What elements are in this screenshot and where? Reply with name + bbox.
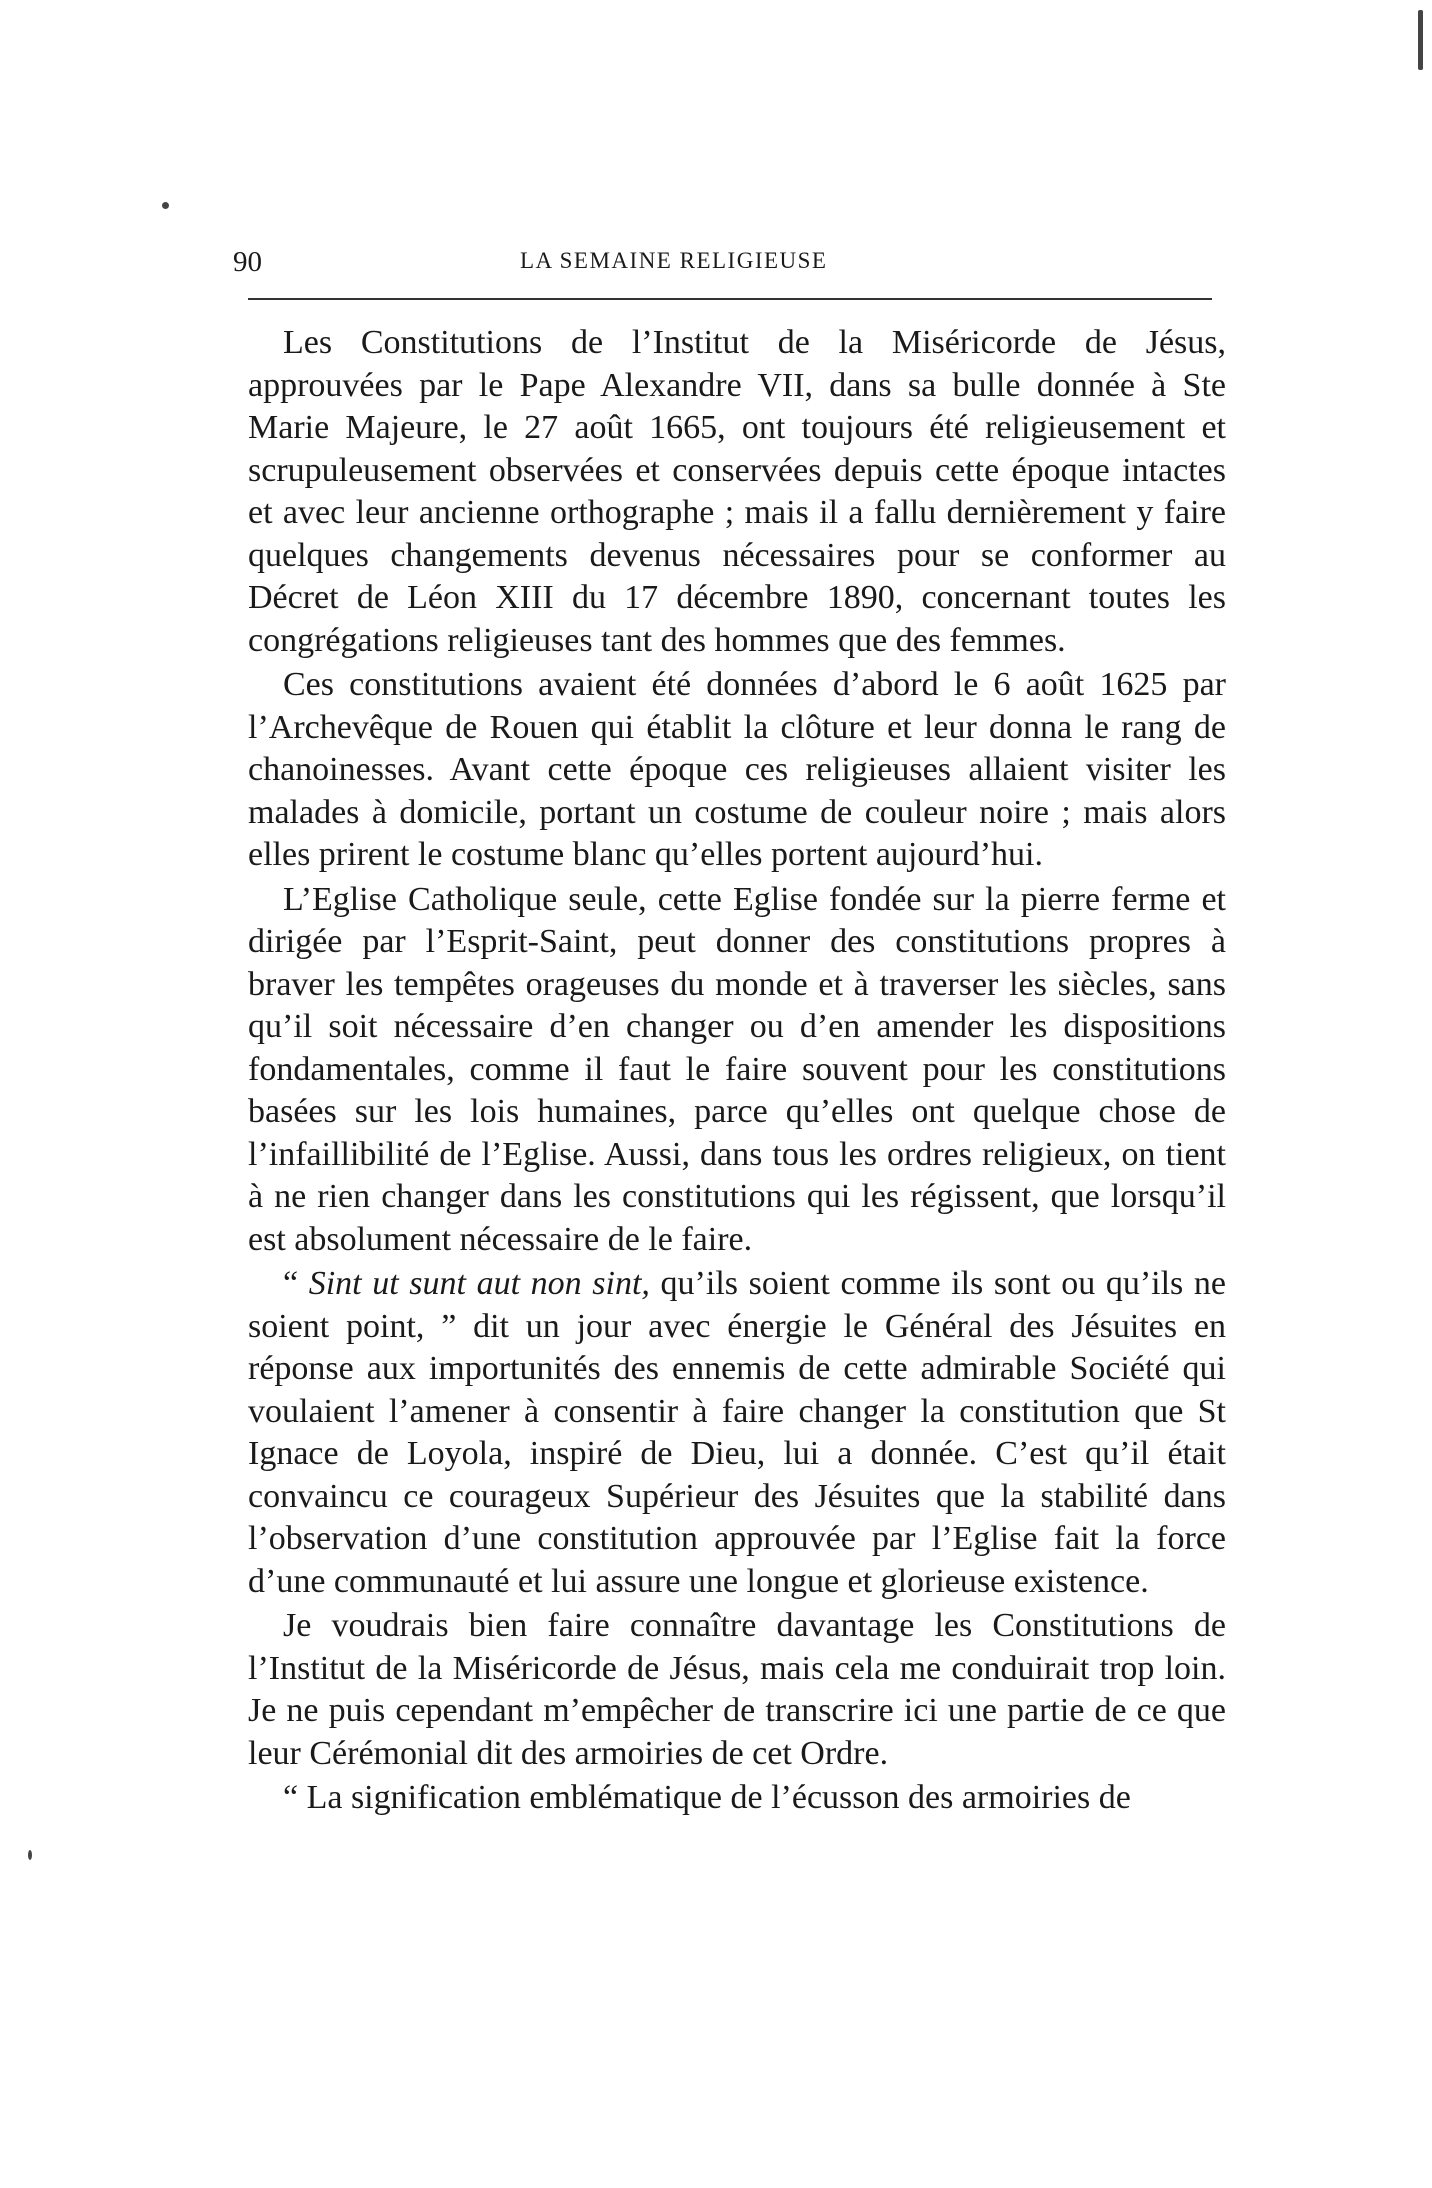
paragraph-constitutions: Les Constitutions de l’Institut de la Miséricorde de Jésus, approuvées par le Pape Alexandre VII, dans sa bulle donnée à Ste Marie Majeure, le 27 août 1665, ont toujours été religieusement et scrupuleusement observées et conservées depuis cette époque intactes et avec leur ancienne orthographe ; mais il a fallu dernièrement y faire quelques changements devenus nécessaires pour se conformer au Décret de Léon XIII du 17 décembre 1890, concernant toutes les congrégations religieuses tant des hommes que des femmes. [248,324,1226,659]
paragraph-rouen: Ces constitutions avaient été données d’abord le 6 août 1625 par l’Archevêque de Rouen qui établit la clôture et leur donna le rang de chanoinesses. Avant cette époque ces religieuses allaient visiter les malades à domicile, portant un costume de couleur noire ; mais alors elles prirent le costume blanc qu’elles portent aujourd’hui. [248,666,1226,873]
paragraph-signification: “ La signification emblématique de l’écusson des armoiries de [283,1779,1131,1816]
scan-speck [1418,10,1423,70]
paragraph-jesuites-text: qu’ils soient comme ils sont ou qu’ils ne soient point, ” dit un jour avec énergie le Général des Jésuites en réponse aux importunités des ennemis de cette admirable Société qui voulaient l’amener à consentir à faire changer la constitution que St Ignace de Loyola, inspiré de Dieu, lui a donnée. C’est qu’il était convaincu ce courageux Supérieur des Jésuites que la stabilité dans l’observation d’une constitution approuvée par l’Eglise fait la force d’une communauté et lui assure une longue et glorieuse existence. [248,1265,1227,1600]
scan-speck [162,202,169,209]
header-rule [248,298,1212,300]
paragraph-eglise: L’Eglise Catholique seule, cette Eglise fondée sur la pierre ferme et dirigée par l’Esprit-Saint, peut donner des constitutions propres à braver les tempêtes orageuses du monde et à traverser les siècles, sans qu’il soit nécessaire d’en changer ou d’en amender les dispositions fondamentales, comme il faut le faire souvent pour les constitutions basées sur les lois humaines, parce qu’elles ont quelque chose de l’infaillibilité de l’Eglise. Aussi, dans tous les ordres religieux, on tient à ne rien changer dans les constitutions qui les régissent, que lorsqu’il est absolument nécessaire de le faire. [248,880,1226,1258]
body-text [248,322,1226,1820]
page-number: 90 [233,246,262,278]
latin-phrase: Sint ut sunt aut non sint, [308,1265,650,1302]
paragraph-jesuites [248,1263,1226,1603]
running-title: LA SEMAINE RELIGIEUSE [520,248,828,273]
paragraph-armoiries: Je voudrais bien faire connaître davantage les Constitutions de l’Institut de la Miséricorde de Jésus, mais cela me conduirait trop loin. Je ne puis cependant m’empêcher de transcrire ici une partie de ce que leur Cérémonial dit des armoiries de cet Ordre. [248,1607,1226,1772]
quote-open: “ [283,1265,309,1302]
scan-speck [28,1850,32,1860]
